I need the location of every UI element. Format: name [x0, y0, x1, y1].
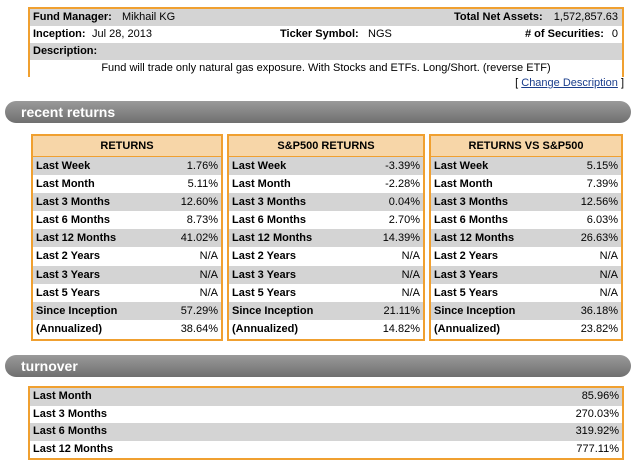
table-row [431, 175, 621, 193]
table-row [229, 175, 423, 193]
row-value: 2.70% [388, 214, 420, 227]
row-value: N/A [199, 268, 218, 281]
row-value: 23.82% [580, 322, 618, 335]
table-row [229, 266, 423, 284]
row-value: 36.18% [580, 304, 618, 317]
row-value: 270.03% [575, 407, 619, 420]
description-label: Description: [33, 45, 98, 57]
row-label: Since Inception [434, 304, 516, 317]
row-label: Last Week [232, 160, 287, 172]
vs-sp500-table-header: RETURNS VS S&P500 [431, 136, 621, 157]
table-row [30, 441, 622, 459]
table-row [33, 284, 221, 302]
table-row [229, 284, 423, 302]
row-label: Last Month [232, 178, 291, 191]
table-row [229, 193, 423, 211]
fund-info-row-inception [30, 26, 622, 43]
table-row [33, 266, 221, 284]
change-description [515, 77, 624, 89]
change-bracket-close: ] [620, 77, 624, 89]
table-row [33, 229, 221, 247]
row-value: 5.11% [187, 178, 218, 191]
row-value: N/A [199, 286, 218, 299]
row-value: 38.64% [180, 322, 218, 335]
fund-info-box [28, 7, 624, 77]
row-label: Last 2 Years [36, 250, 101, 263]
row-label: Last Month [36, 178, 95, 191]
row-value: 6.03% [586, 214, 618, 227]
row-value: N/A [599, 250, 618, 263]
row-label: Last 3 Years [232, 268, 297, 281]
row-value: 5.15% [586, 160, 618, 172]
recent-returns-title: recent returns [21, 104, 116, 120]
turnover-table [28, 386, 624, 460]
row-label: Since Inception [232, 304, 314, 317]
row-value: N/A [599, 268, 618, 281]
net-assets-value: 1,572,857.63 [553, 11, 618, 23]
table-row [30, 423, 622, 441]
table-row [431, 302, 621, 320]
securities-label: # of Securities: [525, 28, 604, 40]
row-label: Last 12 Months [434, 232, 515, 245]
table-row [33, 247, 221, 265]
table-row [431, 157, 621, 175]
row-label: Last 6 Months [434, 214, 508, 227]
sp500-returns-table [227, 134, 425, 341]
description-text: Fund will trade only natural gas exposure. With Stocks and ETFs. Long/Short. (reverse ETF) [30, 60, 622, 77]
row-value: 14.82% [382, 322, 420, 335]
row-label: Since Inception [36, 304, 118, 317]
table-row [431, 320, 621, 338]
table-row [431, 266, 621, 284]
ticker-label: Ticker Symbol: [280, 28, 359, 40]
row-label: Last 3 Years [434, 268, 499, 281]
table-row [229, 157, 423, 175]
fund-manager-label: Fund Manager: [33, 11, 112, 23]
row-value: 21.11% [383, 304, 420, 317]
row-label: (Annualized) [434, 322, 500, 335]
row-label: Last 2 Years [434, 250, 499, 263]
row-label: Last 3 Years [36, 268, 101, 281]
row-label: (Annualized) [232, 322, 298, 335]
row-value: N/A [401, 268, 420, 281]
row-label: Last 2 Years [232, 250, 297, 263]
row-value: 41.02% [180, 232, 218, 245]
row-label: Last 3 Months [434, 196, 508, 209]
row-label: Last 6 Months [36, 214, 110, 227]
table-row [431, 247, 621, 265]
row-label: Last 3 Months [33, 407, 107, 420]
row-value: 12.60% [180, 196, 218, 209]
row-value: 777.11% [576, 442, 619, 455]
table-row [229, 247, 423, 265]
ticker-value: NGS [368, 28, 392, 40]
row-value: 14.39% [382, 232, 420, 245]
row-value: N/A [401, 250, 420, 263]
row-label: Last 12 Months [36, 232, 117, 245]
net-assets-label: Total Net Assets: [454, 11, 543, 23]
table-row [229, 320, 423, 338]
row-label: Last 5 Years [232, 286, 297, 299]
table-row [229, 302, 423, 320]
turnover-title: turnover [21, 358, 78, 374]
row-label: Last 12 Months [33, 442, 114, 455]
inception-label: Inception: [33, 28, 86, 40]
row-label: Last Month [33, 390, 92, 402]
row-value: N/A [401, 286, 420, 299]
row-label: Last Month [434, 178, 493, 191]
securities-value: 0 [611, 28, 618, 40]
row-label: Last 5 Years [434, 286, 499, 299]
row-label: Last 12 Months [232, 232, 313, 245]
row-value: 57.29% [180, 304, 218, 317]
table-row [33, 320, 221, 338]
returns-table-header: RETURNS [33, 136, 221, 157]
table-row [33, 193, 221, 211]
table-row [431, 284, 621, 302]
row-label: (Annualized) [36, 322, 102, 335]
row-value: 7.39% [586, 178, 618, 191]
recent-returns-header [5, 101, 631, 123]
fund-info-row-description-label [30, 43, 622, 60]
row-value: N/A [599, 286, 618, 299]
returns-vs-sp500-table [429, 134, 623, 341]
table-row [229, 211, 423, 229]
row-label: Last 6 Months [33, 425, 107, 437]
row-label: Last 5 Years [36, 286, 101, 299]
table-row [30, 406, 622, 424]
row-value: 85.96% [581, 390, 619, 402]
row-value: 26.63% [580, 232, 618, 245]
change-description-link[interactable]: Change Description [521, 77, 618, 89]
row-label: Last Week [434, 160, 489, 172]
row-label: Last 3 Months [36, 196, 110, 209]
row-label: Last 6 Months [232, 214, 306, 227]
table-row [431, 229, 621, 247]
row-value: N/A [199, 250, 218, 263]
sp500-table-header: S&P500 RETURNS [229, 136, 423, 157]
table-row [33, 157, 221, 175]
row-value: 1.76% [186, 160, 218, 172]
row-value: -2.28% [385, 178, 420, 191]
row-label: Last 3 Months [232, 196, 306, 209]
fund-info-row-manager [30, 9, 622, 26]
table-row [431, 211, 621, 229]
table-row [33, 175, 221, 193]
table-row [229, 229, 423, 247]
row-value: 8.73% [186, 214, 218, 227]
change-bracket-open: [ [515, 77, 519, 89]
row-value: 12.56% [580, 196, 618, 209]
inception-value: Jul 28, 2013 [92, 28, 152, 40]
table-row [30, 388, 622, 406]
table-row [33, 302, 221, 320]
returns-table [31, 134, 223, 341]
row-value: -3.39% [385, 160, 420, 172]
row-value: 319.92% [575, 425, 619, 437]
row-label: Last Week [36, 160, 91, 172]
table-row [431, 193, 621, 211]
turnover-header [5, 355, 631, 377]
table-row [33, 211, 221, 229]
fund-manager-value: Mikhail KG [122, 11, 176, 23]
row-value: 0.04% [388, 196, 420, 209]
